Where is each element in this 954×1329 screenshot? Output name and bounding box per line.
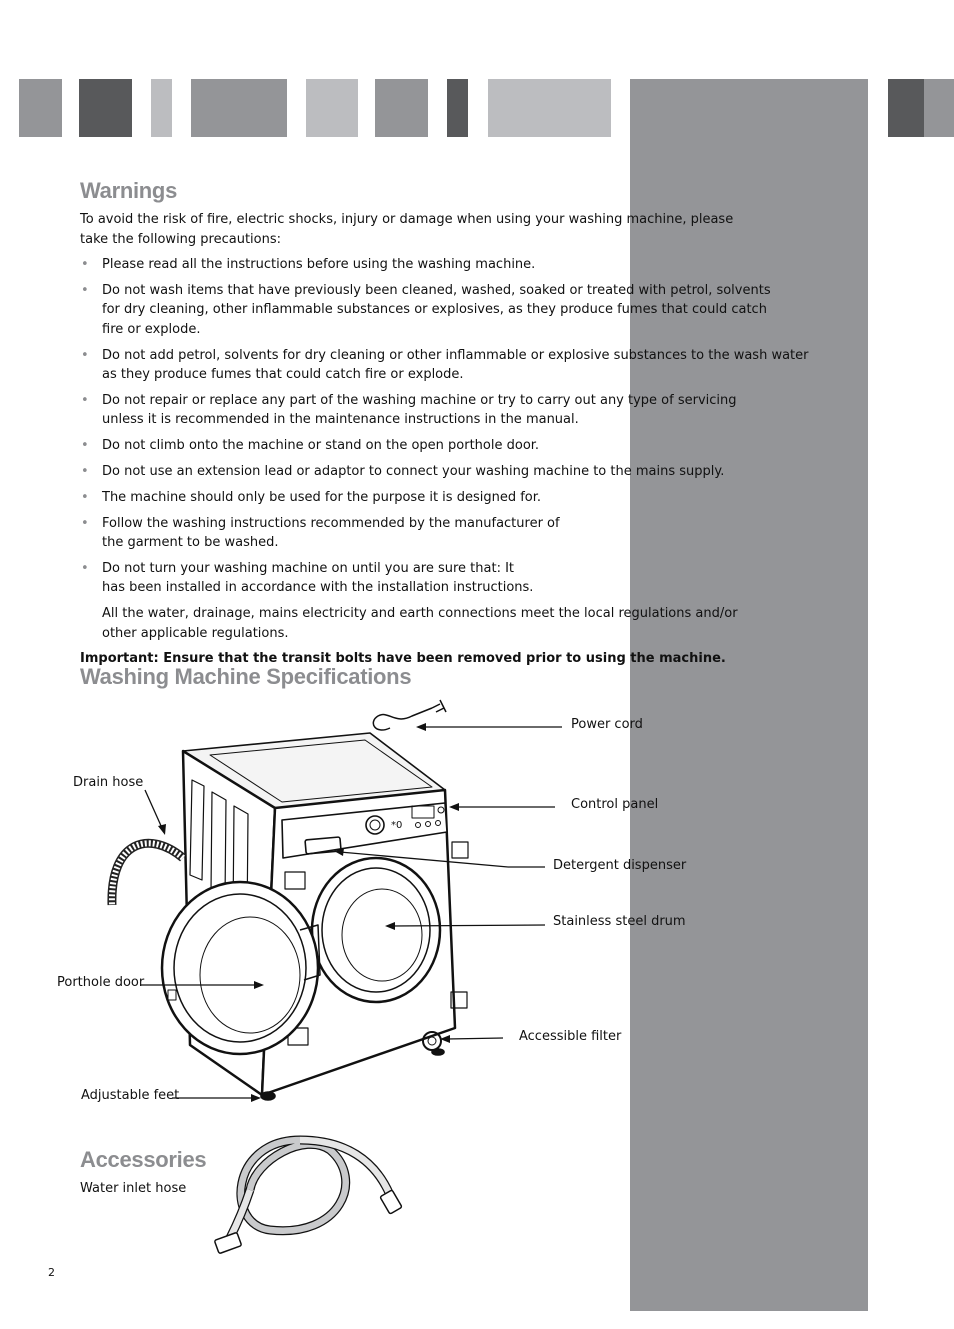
label-detergent-dispenser: Detergent dispenser bbox=[553, 858, 687, 873]
label-drain-hose: Drain hose bbox=[73, 775, 144, 790]
bullet-icon: • bbox=[81, 392, 89, 408]
bullet-icon: • bbox=[81, 282, 89, 298]
bullet-icon: • bbox=[81, 560, 89, 576]
label-accessible-filter: Accessible filter bbox=[519, 1029, 622, 1044]
label-water-inlet-hose: Water inlet hose bbox=[80, 1181, 187, 1196]
bullet-icon: • bbox=[81, 463, 89, 479]
warning-item: • Follow the washing instructions recommended by the manufacturer of the garment to be washed. bbox=[81, 515, 560, 551]
important-note: Important: Ensure that the transit bolts have been removed prior to using the machine. bbox=[80, 651, 726, 667]
warnings-section bbox=[80, 176, 820, 669]
label-control-panel: Control panel bbox=[571, 797, 659, 812]
warnings-heading: Warnings bbox=[80, 178, 178, 203]
warning-item: • Do not use an extension lead or adaptor to connect your washing machine to the mains supply. bbox=[80, 462, 820, 482]
warnings-list bbox=[80, 255, 820, 598]
bullet-icon: • bbox=[81, 257, 89, 272]
bullet-icon: • bbox=[81, 489, 89, 505]
warnings-extra: All the water, drainage, mains electricity and earth connections meet the local regulations and/or other applicable regulations. bbox=[102, 606, 738, 641]
page-number: 2 bbox=[48, 1266, 55, 1279]
label-power-cord: Power cord bbox=[571, 717, 643, 732]
label-stainless-steel-drum: Stainless steel drum bbox=[553, 914, 686, 929]
specifications-heading: Washing Machine Specifications bbox=[80, 664, 412, 689]
bullet-icon: • bbox=[81, 438, 89, 454]
warning-item: • Do not repair or replace any part of the washing machine or try to carry out any type of servicing unless it is recommended in the maintenance instructions in the manual. bbox=[81, 392, 737, 428]
warning-item: • Do not add petrol, solvents for dry cleaning or other inflammable or explosive substances to the wash water as they produce fumes that could catch fire or explode. bbox=[81, 347, 809, 383]
accessories-heading: Accessories bbox=[80, 1147, 207, 1172]
label-adjustable-feet: Adjustable feet bbox=[81, 1088, 180, 1103]
warning-item: • Please read all the instructions before using the washing machine. bbox=[80, 255, 820, 275]
bullet-icon: • bbox=[81, 515, 89, 531]
svg-text:*0: *0 bbox=[391, 820, 403, 831]
warning-item: • Do not turn your washing machine on until you are sure that: It has been installed in accordance with the installation instructions. bbox=[81, 560, 534, 596]
label-porthole-door: Porthole door bbox=[57, 975, 145, 990]
warnings-intro: To avoid the risk of fire, electric shocks, injury or damage when using your washing machine, please take the following precautions: bbox=[80, 212, 734, 247]
bullet-icon: • bbox=[81, 347, 89, 363]
warning-item: • The machine should only be used for the purpose it is designed for. bbox=[80, 488, 820, 508]
warning-item: • Do not climb onto the machine or stand on the open porthole door. bbox=[80, 436, 820, 456]
warning-item: • Do not wash items that have previously been cleaned, washed, soaked or treated with petrol, solvents for dry cleaning, other inflammable substances or explosives, as they produce fumes that could catch fire or explode. bbox=[81, 282, 771, 337]
